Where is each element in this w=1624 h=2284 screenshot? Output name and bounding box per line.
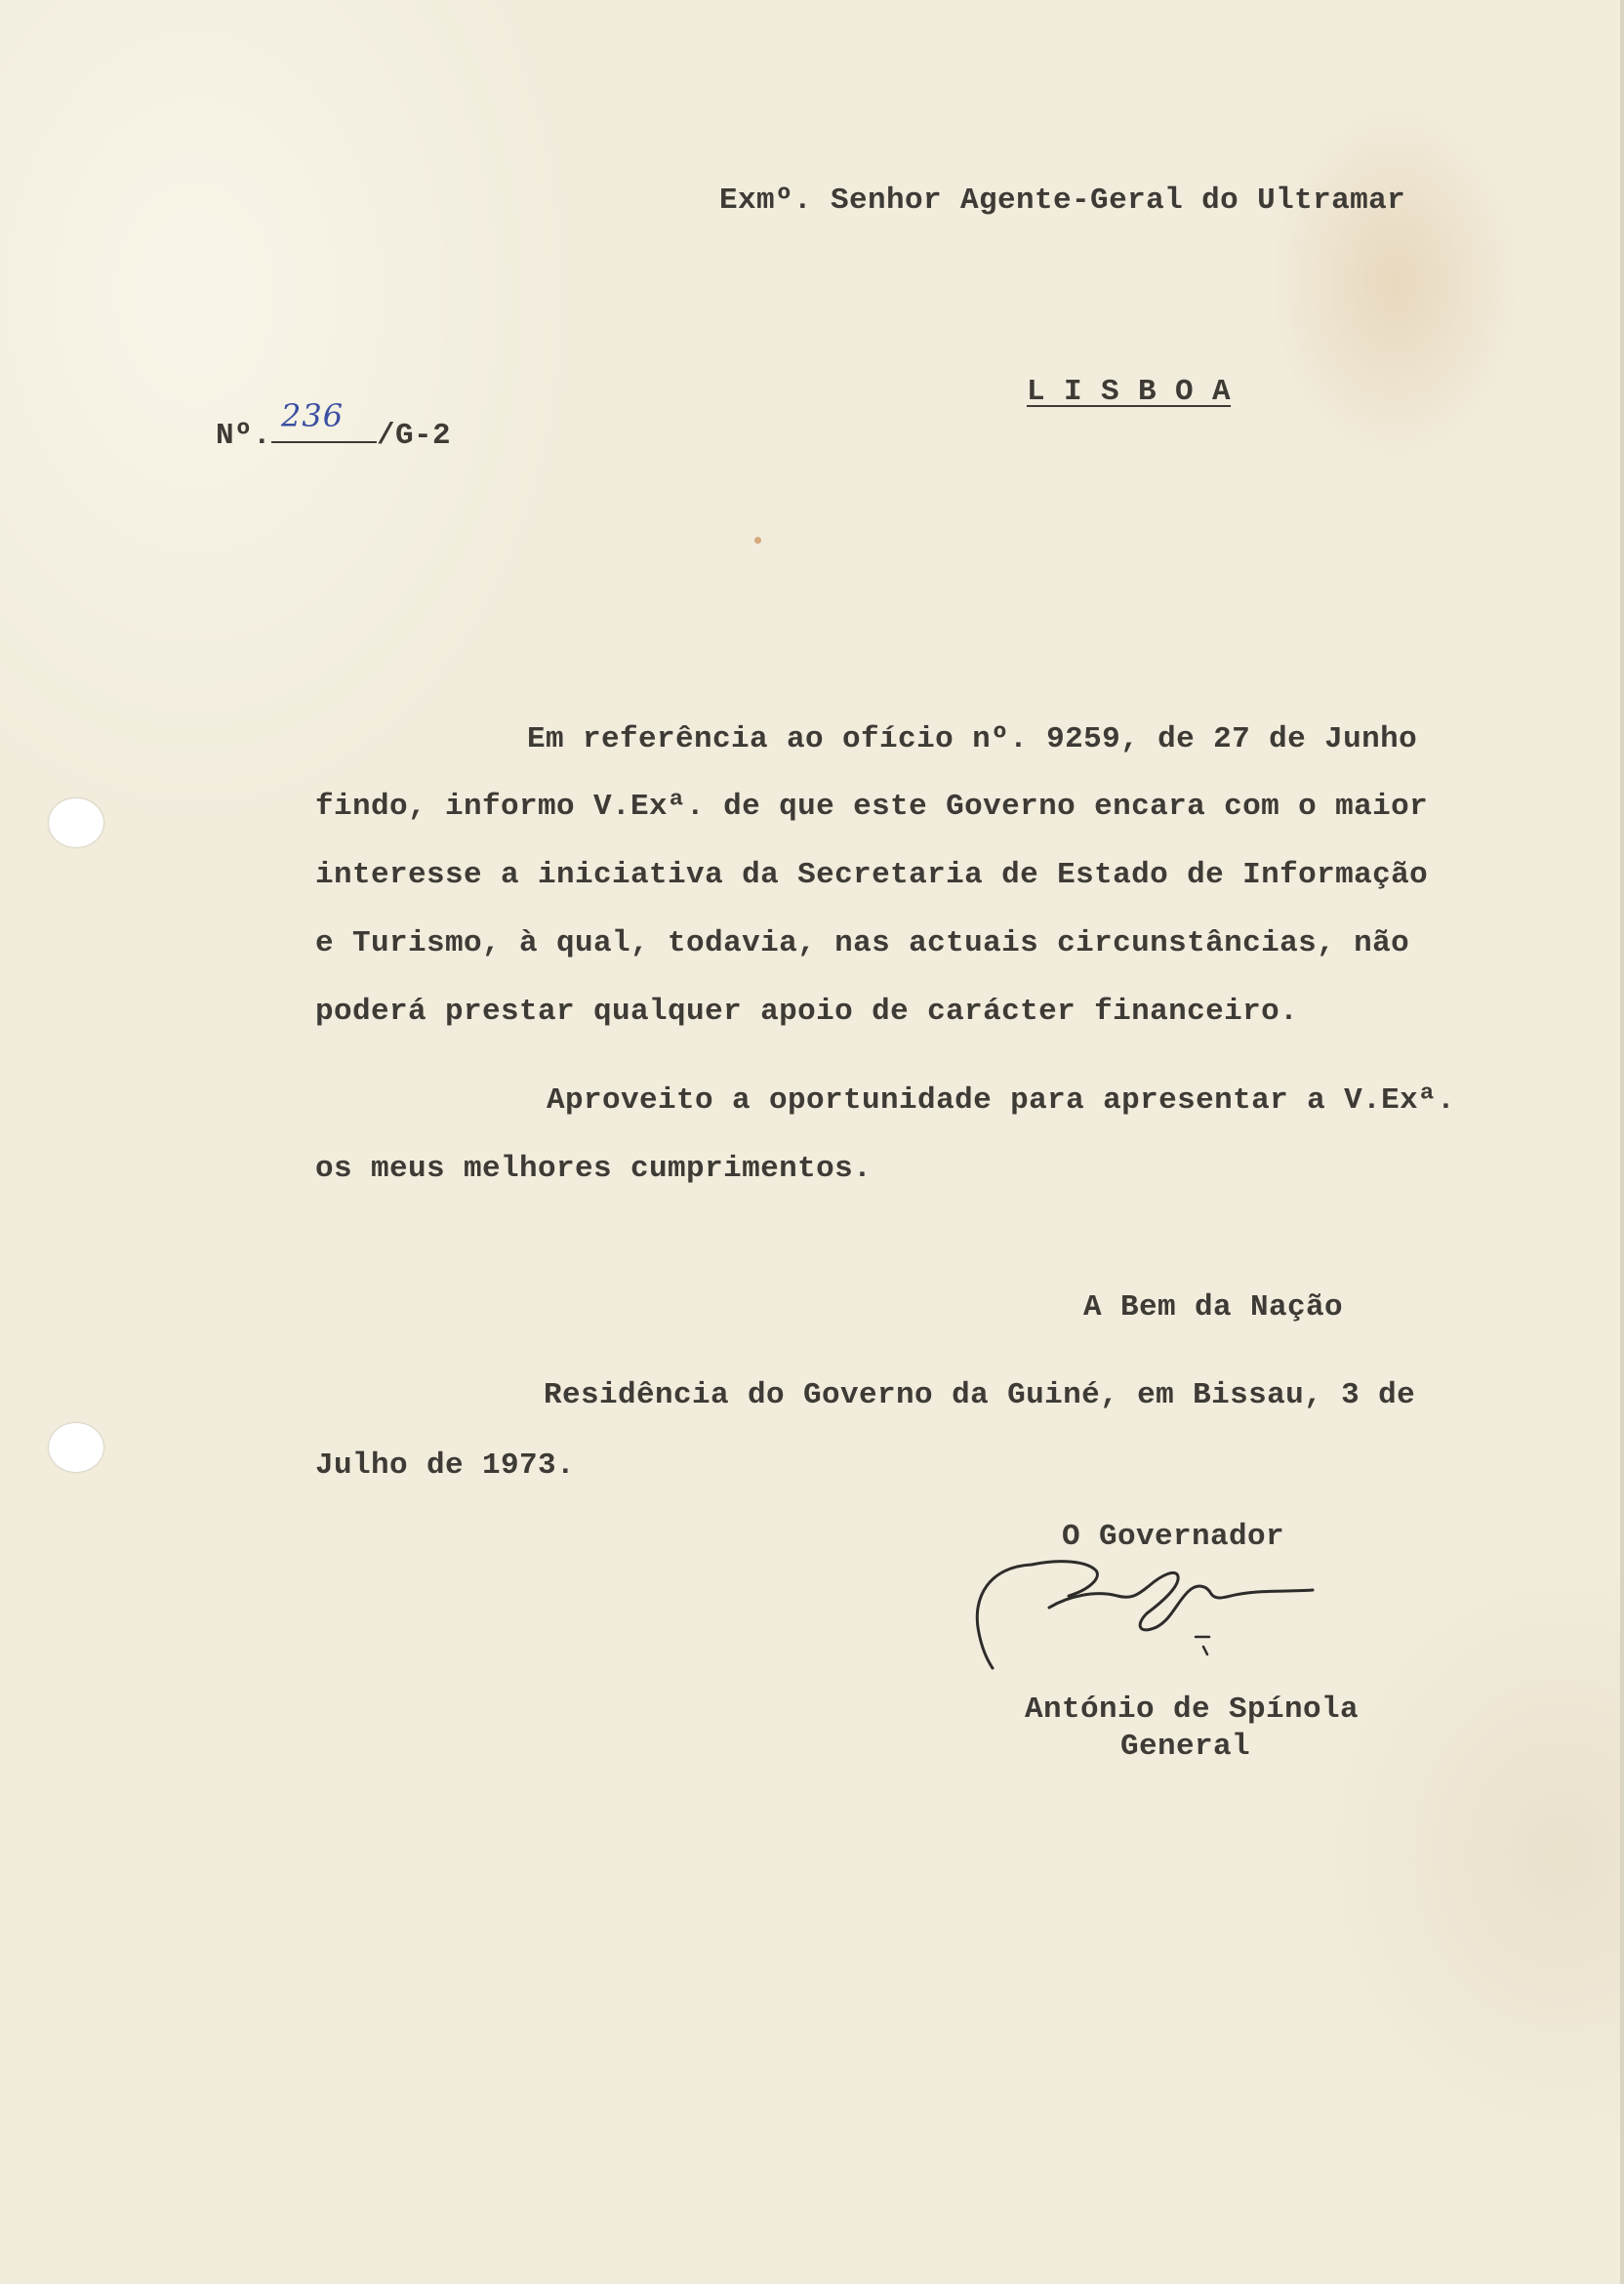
addressee-line: Exmº. Senhor Agente-Geral do Ultramar: [719, 184, 1406, 218]
punch-hole-top: [49, 798, 103, 847]
body-line: poderá prestar qualquer apoio de carácter financeiro.: [315, 995, 1299, 1029]
body-line: Em referência ao ofício nº. 9259, de 27 de Junho: [527, 722, 1418, 756]
salutation: A Bem da Nação: [1083, 1290, 1344, 1325]
page-edge: [1620, 0, 1624, 2284]
signatory-name: António de Spínola: [1025, 1693, 1360, 1727]
punch-hole-bottom: [49, 1423, 103, 1472]
closing-line: Aproveito a oportunidade para apresentar a V.Exª.: [547, 1083, 1456, 1118]
body-line: e Turismo, à qual, todavia, nas actuais circunstâncias, não: [315, 926, 1410, 960]
reference-prefix: Nº.: [216, 419, 272, 453]
place-date-line: Residência do Governo da Guiné, em Bissau, 3 de: [544, 1378, 1416, 1412]
reference-blank: [271, 397, 377, 443]
handwritten-signature: [971, 1557, 1332, 1674]
reference-number-line: [142, 373, 451, 495]
signatory-rank: General: [1120, 1730, 1251, 1764]
reference-suffix: /G-2: [377, 419, 452, 453]
city-heading: L I S B O A: [1027, 375, 1232, 409]
handwritten-reference-number: 236: [281, 397, 345, 434]
signatory-title: O Governador: [1062, 1520, 1285, 1554]
place-date-line: Julho de 1973.: [315, 1448, 576, 1483]
paper-speck: [754, 537, 761, 544]
body-line: findo, informo V.Exª. de que este Governo encara com o maior: [315, 790, 1429, 824]
body-line: interesse a iniciativa da Secretaria de Estado de Informação: [315, 858, 1429, 892]
closing-line: os meus melhores cumprimentos.: [315, 1152, 873, 1186]
